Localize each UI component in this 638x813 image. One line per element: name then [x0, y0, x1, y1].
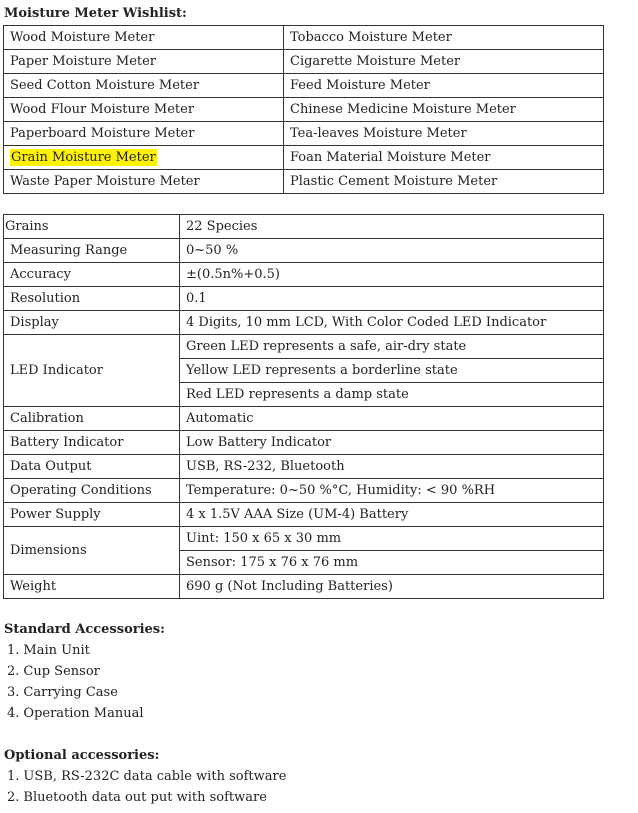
- table-row: [4, 26, 604, 50]
- wishlist-cell[interactable]: Foan Material Moisture Meter: [284, 146, 604, 170]
- wishlist-cell[interactable]: Wood Flour Moisture Meter: [4, 98, 284, 122]
- list-item: [0, 661, 143, 682]
- wishlist-title: Moisture Meter Wishlist:: [4, 6, 187, 21]
- specs-table: [3, 214, 604, 599]
- list-item: [0, 682, 143, 703]
- wishlist-cell[interactable]: Plastic Cement Moisture Meter: [284, 170, 604, 194]
- spec-label: Measuring Range: [4, 239, 180, 263]
- wishlist-cell-highlighted[interactable]: [4, 146, 284, 170]
- list-item-number: 1.: [7, 769, 20, 784]
- wishlist-cell[interactable]: Seed Cotton Moisture Meter: [4, 74, 284, 98]
- spec-label: Grains: [4, 215, 180, 239]
- spec-value: Automatic: [180, 407, 604, 431]
- table-row: [4, 335, 604, 359]
- list-item-text: Main Unit: [23, 643, 90, 658]
- spec-value: 22 Species: [180, 215, 604, 239]
- spec-value: 0.1: [180, 287, 604, 311]
- list-item: [0, 640, 143, 661]
- wishlist-cell[interactable]: Feed Moisture Meter: [284, 74, 604, 98]
- list-item-number: 1.: [7, 643, 20, 658]
- spec-label: Calibration: [4, 407, 180, 431]
- spec-value: 690 g (Not Including Batteries): [180, 575, 604, 599]
- list-item-number: 4.: [7, 706, 20, 721]
- wishlist-cell[interactable]: Paper Moisture Meter: [4, 50, 284, 74]
- list-item-text: USB, RS-232C data cable with software: [23, 769, 287, 784]
- spec-value: USB, RS-232, Bluetooth: [180, 455, 604, 479]
- wishlist-table: [3, 25, 604, 194]
- spec-value: Low Battery Indicator: [180, 431, 604, 455]
- standard-accessories-list: [0, 640, 143, 724]
- wishlist-cell[interactable]: Paperboard Moisture Meter: [4, 122, 284, 146]
- list-item-number: 2.: [7, 664, 20, 679]
- spec-label: Battery Indicator: [4, 431, 180, 455]
- table-row: [4, 431, 604, 455]
- spec-label: Data Output: [4, 455, 180, 479]
- table-row: [4, 479, 604, 503]
- table-row: [4, 503, 604, 527]
- table-row: [4, 311, 604, 335]
- list-item-text: Cup Sensor: [23, 664, 100, 679]
- spec-value: Yellow LED represents a borderline state: [180, 359, 604, 383]
- spec-value: Uint: 150 x 65 x 30 mm: [180, 527, 604, 551]
- table-row: [4, 215, 604, 239]
- spec-value: 4 x 1.5V AAA Size (UM-4) Battery: [180, 503, 604, 527]
- table-row: [4, 98, 604, 122]
- table-row: [4, 287, 604, 311]
- table-row: [4, 239, 604, 263]
- spec-value: Temperature: 0~50 %°C, Humidity: < 90 %RH: [180, 479, 604, 503]
- table-row: [4, 74, 604, 98]
- optional-accessories-list: [0, 766, 286, 808]
- wishlist-cell[interactable]: Wood Moisture Meter: [4, 26, 284, 50]
- spec-label: Dimensions: [4, 527, 180, 575]
- list-item: [0, 766, 286, 787]
- wishlist-cell[interactable]: Tea-leaves Moisture Meter: [284, 122, 604, 146]
- standard-accessories-title: Standard Accessories:: [4, 622, 165, 637]
- spec-label: Power Supply: [4, 503, 180, 527]
- spec-label: Operating Conditions: [4, 479, 180, 503]
- list-item-text: Carrying Case: [23, 685, 118, 700]
- spec-value: Sensor: 175 x 76 x 76 mm: [180, 551, 604, 575]
- spec-label: Accuracy: [4, 263, 180, 287]
- spec-value: Red LED represents a damp state: [180, 383, 604, 407]
- spec-value: ±(0.5n%+0.5): [180, 263, 604, 287]
- table-row: [4, 455, 604, 479]
- spec-value: Green LED represents a safe, air-dry state: [180, 335, 604, 359]
- list-item: [0, 703, 143, 724]
- wishlist-cell[interactable]: Cigarette Moisture Meter: [284, 50, 604, 74]
- table-row: [4, 407, 604, 431]
- spec-label: Resolution: [4, 287, 180, 311]
- spec-value: 0~50 %: [180, 239, 604, 263]
- wishlist-cell[interactable]: Waste Paper Moisture Meter: [4, 170, 284, 194]
- wishlist-cell[interactable]: Tobacco Moisture Meter: [284, 26, 604, 50]
- spec-label: Weight: [4, 575, 180, 599]
- list-item-number: 3.: [7, 685, 20, 700]
- list-item-text: Bluetooth data out put with software: [23, 790, 267, 805]
- highlighted-text[interactable]: Grain Moisture Meter: [11, 150, 156, 165]
- wishlist-cell[interactable]: Chinese Medicine Moisture Meter: [284, 98, 604, 122]
- table-row: [4, 170, 604, 194]
- spec-label: Display: [4, 311, 180, 335]
- list-item-text: Operation Manual: [23, 706, 144, 721]
- table-row: [4, 527, 604, 551]
- table-row: [4, 122, 604, 146]
- spec-label: LED Indicator: [4, 335, 180, 407]
- list-item-number: 2.: [7, 790, 20, 805]
- spec-value: 4 Digits, 10 mm LCD, With Color Coded LED Indicator: [180, 311, 604, 335]
- table-row: [4, 50, 604, 74]
- list-item: [0, 787, 286, 808]
- table-row: [4, 146, 604, 170]
- optional-accessories-title: Optional accessories:: [4, 748, 160, 763]
- table-row: [4, 575, 604, 599]
- table-row: [4, 263, 604, 287]
